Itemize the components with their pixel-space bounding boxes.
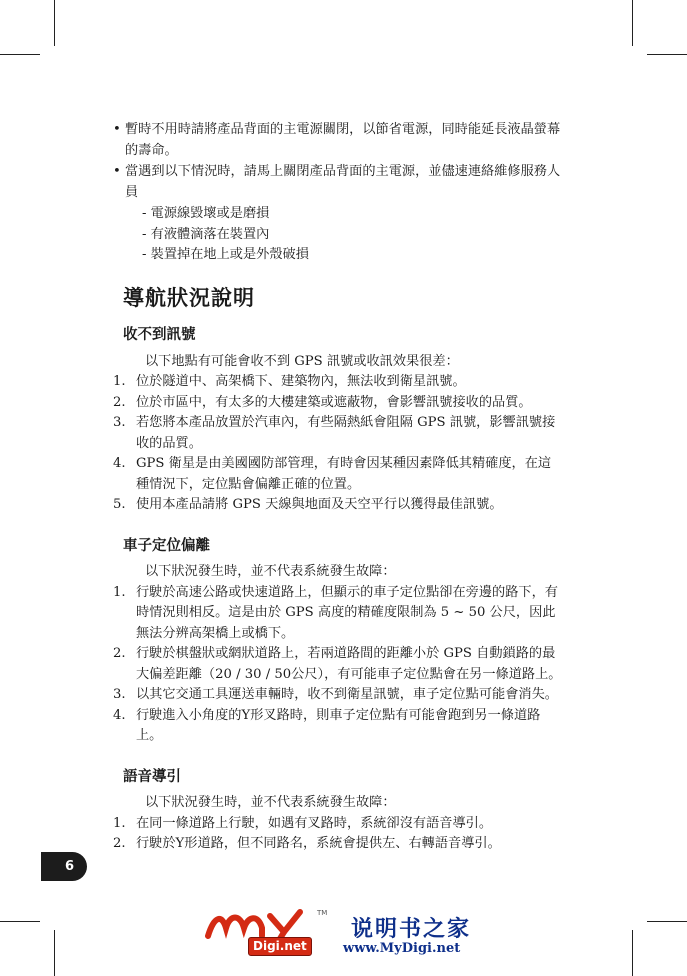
- page-content: [112, 120, 562, 855]
- item-number: 5.: [113, 497, 126, 512]
- list-item: [112, 583, 562, 645]
- list-item: [112, 644, 562, 685]
- crop-mark: [647, 54, 687, 55]
- footer-logo: [204, 906, 504, 966]
- item-text: 使用本產品請將 GPS 天線與地面及天空平行以獲得最佳訊號。: [136, 497, 503, 512]
- list-item: [112, 834, 562, 855]
- crop-mark: [632, 0, 633, 46]
- section-intro: 以下狀況發生時，並不代表系統發生故障：: [145, 564, 396, 579]
- item-number: 1.: [113, 815, 126, 831]
- crop-mark: [54, 930, 55, 976]
- item-number: 3.: [113, 687, 126, 702]
- list-item: [112, 393, 562, 414]
- list-item: [112, 372, 562, 393]
- main-heading: 導航狀況說明: [123, 285, 255, 310]
- item-number: 3.: [113, 415, 126, 430]
- sub-item: - 裝置掉在地上或是外殼破損: [142, 247, 309, 262]
- item-number: 4.: [113, 707, 126, 723]
- item-number: 4.: [113, 456, 126, 471]
- section-heading: 語音導引: [123, 768, 181, 785]
- item-number: 2.: [113, 394, 126, 410]
- logo-brand: Digi.net: [248, 937, 312, 956]
- item-text: 行駛進入小角度的Y形叉路時，則車子定位點有可能會跑到另一條道路上。: [136, 707, 541, 743]
- item-text: 以其它交通工具運送車輛時，收不到衛星訊號，車子定位點可能會消失。: [136, 687, 558, 702]
- sub-item: - 有液體滴落在裝置內: [142, 226, 270, 242]
- logo-title: 说明书之家: [351, 917, 472, 942]
- crop-mark: [0, 921, 40, 922]
- item-number: 2.: [113, 646, 126, 661]
- trademark-mark: TM: [317, 909, 328, 917]
- bullet-text: 暫時不用時請將產品背面的主電源關閉，以節省電源，同時能延長液晶螢幕的壽命。: [125, 122, 561, 158]
- item-number: 1.: [113, 584, 126, 600]
- section-heading: 收不到訊號: [123, 327, 196, 343]
- page-number: 6: [64, 859, 74, 874]
- section-intro: 以下狀況發生時，並不代表系統發生故障：: [145, 795, 396, 810]
- bullet-text: 當遇到以下情況時，請馬上關閉產品背面的主電源，並儘速連絡維修服務人員: [125, 164, 561, 200]
- section-heading: 車子定位偏離: [123, 537, 210, 554]
- item-number: 2.: [113, 836, 126, 851]
- item-text: 位於隧道中、高架橋下、建築物內，無法收到衛星訊號。: [136, 374, 466, 389]
- item-text: 若您將本產品放置於汽車內，有些隔熱紙會阻隔 GPS 訊號，影響訊號接收的品質。: [136, 415, 556, 451]
- item-text: 位於市區中，有太多的大樓建築或遮蔽物，會影響訊號接收的品質。: [136, 394, 532, 410]
- bullet-icon: •: [113, 122, 121, 137]
- sub-item: - 電源線毀壞或是磨損: [142, 206, 270, 221]
- section-intro: 以下地點有可能會收不到 GPS 訊號或收訊效果很差：: [145, 353, 459, 369]
- item-text: GPS 衛星是由美國國防部管理，有時會因某種因素降低其精確度，在這種情況下，定位點會偏離正確的位置。: [136, 456, 552, 492]
- list-item: [112, 454, 562, 495]
- item-text: 行駛於高速公路或快速道路上，但顯示的車子定位點卻在旁邊的路下，有時情況則相反。這是由於 GPS 高度的精確度限制為 5 ~ 50 公尺，因此無法分辨高架橋上或橋下。: [136, 584, 558, 641]
- bullet-icon: •: [113, 164, 121, 179]
- crop-mark: [0, 54, 40, 55]
- logo-url: www.MyDigi.net: [343, 941, 461, 956]
- crop-mark: [647, 921, 687, 922]
- item-text: 在同一條道路上行駛，如遇有叉路時，系統卻沒有語音導引。: [136, 815, 493, 831]
- list-item: [112, 685, 562, 706]
- crop-mark: [632, 930, 633, 976]
- crop-mark: [54, 0, 55, 46]
- list-item: [112, 706, 562, 747]
- page-number-tab: [41, 852, 87, 881]
- intro-bullet: [112, 120, 562, 161]
- list-item: [112, 413, 562, 454]
- item-number: 1.: [113, 374, 126, 389]
- item-text: 行駛於棋盤狀或網狀道路上，若兩道路間的距離小於 GPS 自動鎖路的最大偏差距離（20 / 30 / 50公尺），有可能車子定位點會在另一條道路上。: [136, 646, 562, 682]
- list-item: [112, 814, 562, 835]
- list-item: [112, 495, 562, 516]
- intro-bullet: [112, 162, 562, 203]
- item-text: 行駛於Y形道路，但不同路名，系統會提供左、右轉語音導引。: [136, 836, 501, 851]
